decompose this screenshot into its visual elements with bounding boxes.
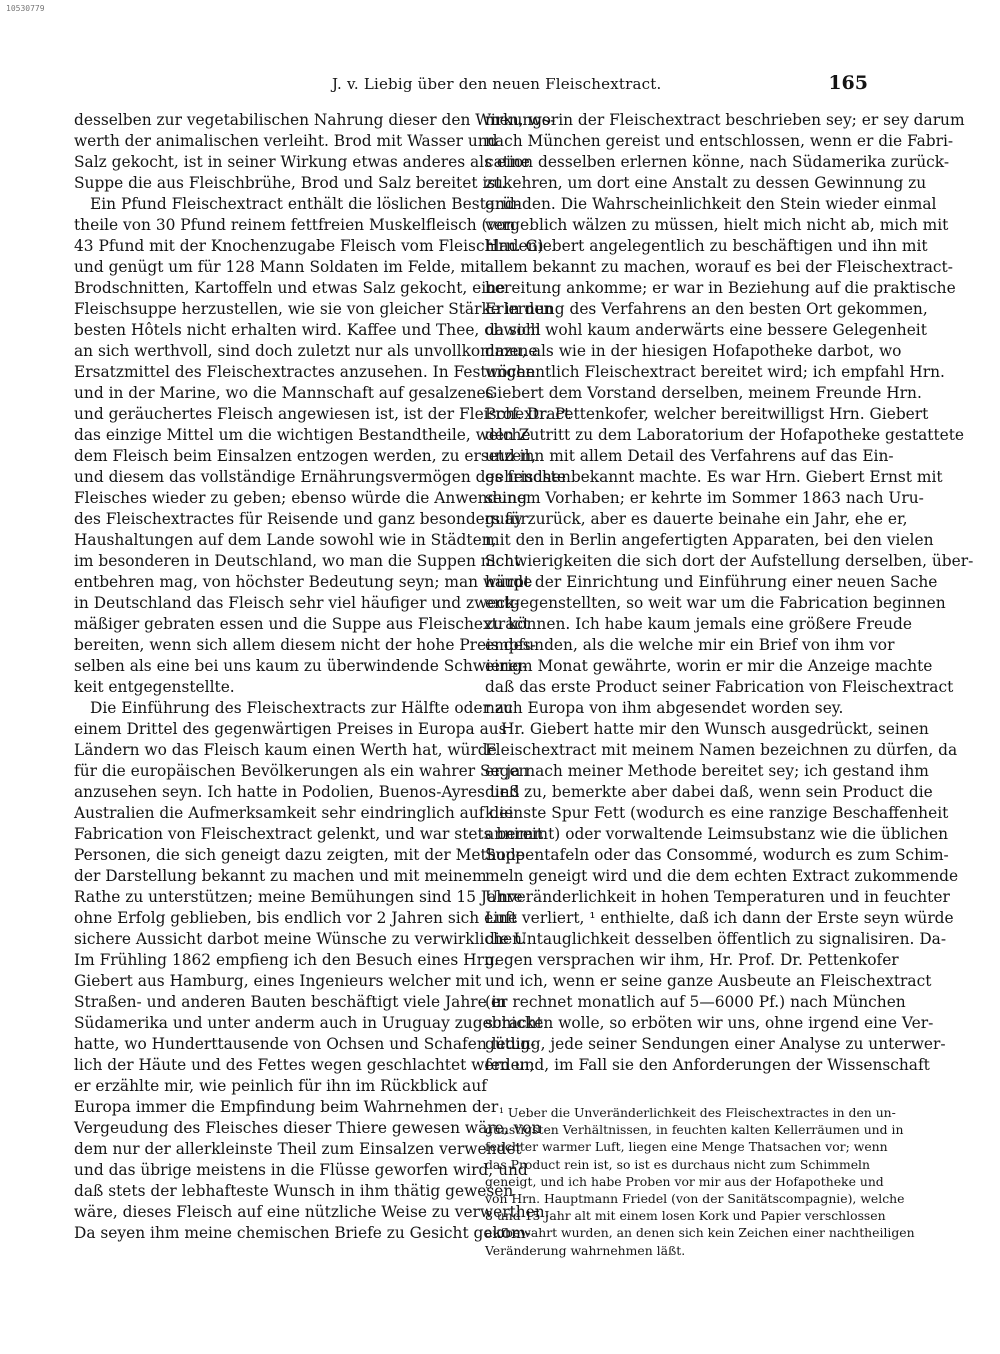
text-line: seinem Vorhaben; er kehrte im Sommer 1863 nach Uru- <box>485 489 924 507</box>
text-line: annimmt) oder vorwaltende Leimsubstanz wie die üblichen <box>485 825 949 843</box>
text-line: er ja nach meiner Methode bereitet sey; ich gestand ihm <box>485 762 929 780</box>
text-line: günstigsten Verhältnissen, in feuchten kalten Kellerräumen und in <box>485 1122 904 1138</box>
text-line: Erlernung des Verfahrens an den besten Ort gekommen, <box>485 300 928 318</box>
text-line: Australien die Aufmerksamkeit sehr eindringlich auf die <box>74 804 514 822</box>
text-line: gründen. Die Wahrscheinlichkeit den Stein wieder einmal <box>485 195 937 213</box>
text-line: theile von 30 Pfund reinem fettfreien Muskelfleisch (von <box>74 216 516 234</box>
right-text-column <box>485 110 974 1076</box>
text-line: Unveränderlichkeit in hohen Temperaturen und in feuchter <box>485 888 950 906</box>
text-line: er erzählte mir, wie peinlich für ihn im Rückblick auf <box>74 1077 487 1095</box>
text-line: da sich wohl kaum anderwärts eine bessere Gelegenheit <box>485 321 927 339</box>
text-line: haupt der Einrichtung und Einführung einer neuen Sache <box>485 573 938 591</box>
text-line: selben als eine bei uns kaum zu überwindende Schwierig- <box>74 657 528 675</box>
text-line: und ich, wenn er seine ganze Ausbeute an Fleischextract <box>485 972 932 990</box>
text-line: ¹ Ueber die Unveränderlichkeit des Fleischextractes in den un- <box>499 1105 896 1120</box>
text-line: entbehren mag, von höchster Bedeutung seyn; man würde <box>74 573 533 591</box>
text-line: Salz gekocht, ist in seiner Wirkung etwas anderes als eine <box>74 153 530 171</box>
text-line: guay zurück, aber es dauerte beinahe ein Jahr, ehe er, <box>485 510 908 528</box>
text-line: bereitung ankomme; er war in Beziehung auf die praktische <box>485 279 956 297</box>
text-line: kleinste Spur Fett (wodurch es eine ranzige Beschaffenheit <box>485 804 949 822</box>
text-line: und geräuchertes Fleisch angewiesen ist, ist der Fleischextract <box>74 405 571 423</box>
text-line: 43 Pfund mit der Knochenzugabe Fleisch vom Fleischladen) <box>74 237 544 255</box>
text-line: Fleischsuppe herzustellen, wie sie von gleicher Stärke in den <box>74 300 554 318</box>
text-line: und das übrige meistens in die Flüsse geworfen wird, und <box>74 1161 528 1179</box>
text-line: Luft verliert, ¹ enthielte, daß ich dann der Erste seyn würde <box>485 909 954 927</box>
text-line: geneigt, und ich habe Proben vor mir aus der Hofapotheke und <box>485 1173 884 1189</box>
text-line: daß das erste Product seiner Fabrication von Fleischextract <box>485 678 954 696</box>
text-line: ohne Erfolg geblieben, bis endlich vor 2 Jahren sich eine <box>74 909 518 927</box>
text-line: Brodschnitten, Kartoffeln und etwas Salz gekocht, eine <box>74 279 506 297</box>
text-line: die Untauglichkeit desselben öffentlich zu signalisiren. Da- <box>485 930 947 948</box>
text-line: mit den in Berlin angefertigten Apparaten, bei den vielen <box>485 531 934 549</box>
text-line: hatte, wo Hunderttausende von Ochsen und Schafen ledig- <box>74 1035 536 1053</box>
text-line: Giebert aus Hamburg, eines Ingenieurs welcher mit <box>74 972 482 990</box>
text-line: Europa immer die Empfindung beim Wahrnehmen der <box>74 1098 499 1116</box>
text-line: Hr. Giebert hatte mir den Wunsch ausgedrückt, seinen <box>501 720 929 738</box>
text-line: Straßen- und anderen Bauten beschäftigt viele Jahre in <box>74 993 507 1011</box>
text-line: dazu, als wie in der hiesigen Hofapotheke darbot, wo <box>485 342 902 360</box>
text-line: Im Frühling 1862 empfieng ich den Besuch eines Hrn. <box>74 951 499 969</box>
text-line: Fleisches wieder zu geben; ebenso würde die Anwendung <box>74 489 528 507</box>
text-line: des Fleischextractes für Reisende und ganz besonders für <box>74 510 528 528</box>
text-line: Fabrication von Fleischextract gelenkt, und war stets bereit <box>74 825 544 843</box>
page-number: 165 <box>828 72 868 94</box>
text-line: Personen, die sich geneigt dazu zeigten, mit der Methode <box>74 846 525 864</box>
text-line: Haushaltungen auf dem Lande sowohl wie in Städten, <box>74 531 497 549</box>
text-line: cation desselben erlernen könne, nach Südamerika zurück- <box>485 153 950 171</box>
text-line: daß stets der lebhafteste Wunsch in ihm thätig gewesen <box>74 1182 514 1200</box>
text-line: desselben zur vegetabilischen Nahrung dieser den Wirkungs- <box>74 111 556 129</box>
text-line: und genügt um für 128 Mann Soldaten im Felde, mit <box>74 258 487 276</box>
text-line: Veränderung wahrnehmen läßt. <box>485 1242 686 1258</box>
text-line: vergeblich wälzen zu müssen, hielt mich nicht ab, mich mit <box>485 216 949 234</box>
text-line: den Zutritt zu dem Laboratorium der Hofapotheke gestattete <box>485 426 965 444</box>
text-line: meln geneigt wird und die dem echten Extract zukommende <box>485 867 959 885</box>
text-line: werth der animalischen verleiht. Brod mit Wasser und <box>74 132 498 150</box>
text-line: men, worin der Fleischextract beschrieben sey; er sey darum <box>485 111 965 129</box>
text-line: empfunden, als die welche mir ein Brief von ihm vor <box>485 636 895 654</box>
text-line: wöchentlich Fleischextract bereitet wird; ich empfahl Hrn. <box>485 363 945 381</box>
text-line: entgegenstellten, so weit war um die Fabrication beginnen <box>485 594 946 612</box>
text-line: anzusehen seyn. Ich hatte in Podolien, Buenos-Ayres und <box>74 783 520 801</box>
text-line: bereiten, wenn sich allem diesem nicht der hohe Preis des- <box>74 636 536 654</box>
text-line: einem Monat gewährte, worin er mir die Anzeige machte <box>485 657 933 675</box>
text-line: dem nur der allerkleinste Theil zum Einsalzen verwendet <box>74 1140 522 1158</box>
text-line: einem Drittel des gegenwärtigen Preises in Europa aus <box>74 720 507 738</box>
text-line: Suppe die aus Fleischbrühe, Brod und Salz bereitet ist. <box>74 174 507 192</box>
text-line: Prof. Dr. Pettenkofer, welcher bereitwilligst Hrn. Giebert <box>485 405 929 423</box>
text-line: nach Europa von ihm abgesendet worden sey. <box>485 699 844 717</box>
text-line: mäßiger gebraten essen und die Suppe aus Fleischextract <box>74 615 530 633</box>
text-line: besten Hôtels nicht erhalten wird. Kaffee und Thee, obwohl <box>74 321 541 339</box>
text-line: Ein Pfund Fleischextract enthält die löslichen Bestand- <box>90 195 520 213</box>
footnote-block <box>485 1104 915 1259</box>
text-line: Giebert dem Vorstand derselben, meinem Freunde Hrn. <box>485 384 922 402</box>
text-line: zu können. Ich habe kaum jemals eine größere Freude <box>485 615 913 633</box>
scan-id-label: 10530779 <box>6 4 45 13</box>
text-line: aufbewahrt wurden, an denen sich kein Zeichen einer nachtheiligen <box>485 1225 915 1241</box>
text-line: gütung, jede seiner Sendungen einer Analyse zu unterwer- <box>485 1035 946 1053</box>
text-line: Ersatzmittel des Fleischextractes anzusehen. In Festungen <box>74 363 536 381</box>
text-line: Vergeudung des Fleisches dieser Thiere gewesen wäre, von <box>74 1119 542 1137</box>
text-line: dieß zu, bemerkte aber dabei daß, wenn sein Product die <box>485 783 933 801</box>
left-text-column <box>74 110 571 1244</box>
text-line: das einzige Mittel um die wichtigen Bestandtheile, welche <box>74 426 531 444</box>
text-line: 8 und 15 Jahr alt mit einem losen Kork und Papier verschlossen <box>485 1208 886 1224</box>
text-line: zukehren, um dort eine Anstalt zu dessen Gewinnung zu <box>485 174 927 192</box>
text-line: keit entgegenstellte. <box>74 678 235 696</box>
text-line: an sich werthvoll, sind doch zuletzt nur als unvollkommene <box>74 342 538 360</box>
text-line: lich der Häute und des Fettes wegen geschlachtet werden; <box>74 1056 535 1074</box>
text-line: fen und, im Fall sie den Anforderungen der Wissenschaft <box>485 1056 930 1074</box>
text-line: gehendste bekannt machte. Es war Hrn. Giebert Ernst mit <box>485 468 943 486</box>
text-line: das Product rein ist, so ist es durchaus nicht zum Schimmeln <box>485 1156 870 1172</box>
text-line: von Hrn. Hauptmann Friedel (von der Sanitätscompagnie), welche <box>485 1190 905 1206</box>
page-header <box>64 72 878 102</box>
text-line: nach München gereist und entschlossen, wenn er die Fabri- <box>485 132 954 150</box>
text-line: Rathe zu unterstützen; meine Bemühungen sind 15 Jahre <box>74 888 523 906</box>
text-line: Suppentafeln oder das Consommé, wodurch es zum Schim- <box>485 846 949 864</box>
text-line: Ländern wo das Fleisch kaum einen Werth hat, würde <box>74 741 497 759</box>
text-line: dem Fleisch beim Einsalzen entzogen werden, zu ersetzen, <box>74 447 537 465</box>
text-line: Fleischextract mit meinem Namen bezeichnen zu dürfen, da <box>485 741 958 759</box>
text-line: wäre, dieses Fleisch auf eine nützliche Weise zu verwerthen. <box>74 1203 550 1221</box>
text-line: und ihn mit allem Detail des Verfahrens auf das Ein- <box>485 447 894 465</box>
text-line: Da seyen ihm meine chemischen Briefe zu Gesicht gekom- <box>74 1224 531 1242</box>
text-line: sichere Aussicht darbot meine Wünsche zu verwirklichen. <box>74 930 527 948</box>
text-line: für die europäischen Bevölkerungen als ein wahrer Segen <box>74 762 529 780</box>
text-line: Südamerika und unter anderm auch in Uruguay zugebracht <box>74 1014 543 1032</box>
text-line: im besonderen in Deutschland, wo man die Suppen nicht <box>74 552 521 570</box>
text-line: in Deutschland das Fleisch sehr viel häufiger und zweck- <box>74 594 520 612</box>
text-line: Die Einführung des Fleischextracts zur Hälfte oder zu <box>90 699 513 717</box>
text-line: schicken wolle, so erböten wir uns, ohne irgend eine Ver- <box>485 1014 934 1032</box>
text-line: feuchter warmer Luft, liegen eine Menge Thatsachen vor; wenn <box>485 1139 888 1155</box>
text-line: (er rechnet monatlich auf 5—6000 Pf.) nach München <box>485 993 906 1011</box>
text-line: und in der Marine, wo die Mannschaft auf gesalzenes <box>74 384 494 402</box>
text-line: Hrn. Giebert angelegentlich zu beschäftigen und ihn mit <box>485 237 928 255</box>
text-line: der Darstellung bekannt zu machen und mit meinem <box>74 867 487 885</box>
text-line: allem bekannt zu machen, worauf es bei der Fleischextract- <box>485 258 953 276</box>
text-line: und diesem das vollständige Ernährungsvermögen des frischen <box>74 468 571 486</box>
text-line: Schwierigkeiten die sich dort der Aufstellung derselben, über- <box>485 552 974 570</box>
running-title: J. v. Liebig über den neuen Fleischextract. <box>332 75 662 93</box>
text-line: gegen versprachen wir ihm, Hr. Prof. Dr. Pettenkofer <box>485 951 899 969</box>
